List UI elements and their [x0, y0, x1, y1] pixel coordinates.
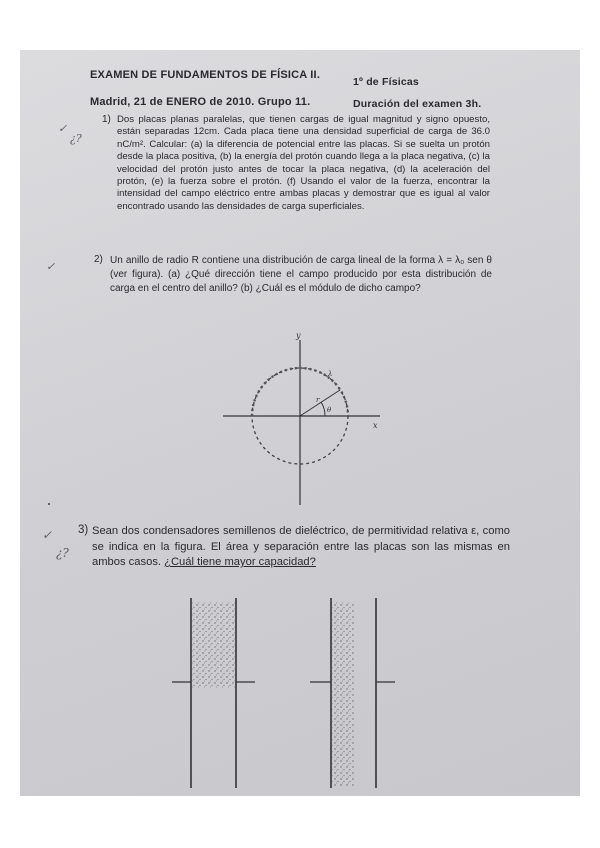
ring-figure — [215, 331, 415, 510]
question-1-text: Dos placas planas paralelas, que tienen cargas de igual magnitud y signo opuesto, están separadas 12cm. Cada placa tiene una densidad superficial de carga de 36.0 nC/m². Calcular: (a) la diferencia de potencial entre las placas. Si se suelta un protón desde la placa positiva, (b) la energía del protón cuando llega a la placa negativa, (c) la velocidad del protón justo antes de tocar la placa negativa, (d) la aceleración del protón, (e) la fuerza sobre el protón. (f) Usando el valor de la fuerza, encontrar la intensidad del campo eléctrico entre ambas placas y demostrar que es igual al valor encontrado usando las densidades de carga superficiales. — [117, 114, 490, 212]
question-3-main-text: Sean dos condensadores semillenos de dieléctrico, de permitividad relativa ε, como se indica en la figura. El área y separación entre las placas son las mismas en ambos casos. — [92, 525, 510, 568]
capacitor-left-dielectric — [192, 602, 235, 688]
capacitor-right — [310, 598, 395, 788]
question-2-number: 2) — [94, 254, 103, 265]
stray-dot — [48, 503, 50, 505]
question-1-number: 1) — [102, 114, 111, 125]
exam-title: EXAMEN DE FUNDAMENTOS DE FÍSICA II. — [90, 69, 321, 81]
q1-margin-note: ¿? — [70, 132, 82, 145]
figure-angle-label: θ — [327, 406, 332, 414]
q3-margin-note: ¿? — [56, 546, 69, 560]
figure-x-label: x — [373, 421, 378, 430]
q3-check-mark: ✓ — [42, 528, 53, 542]
capacitors-figure — [160, 598, 580, 796]
radius-line — [300, 390, 340, 416]
angle-arc — [321, 402, 325, 416]
exam-sheet-photo — [20, 50, 580, 796]
figure-lambda-label: λ — [328, 370, 333, 378]
question-2-text: Un anillo de radio R contiene una distribución de carga lineal de la forma λ = λ₀ sen θ (ver figura). (a) ¿Qué dirección tiene el campo producido por esta distribución de carga en el centro del anillo? (b) ¿Cuál es el módulo de dicho campo? — [110, 255, 492, 295]
q1-check-mark: ✓ — [58, 122, 68, 135]
figure-y-label: y — [296, 331, 301, 340]
figure-radius-label: r — [316, 396, 320, 404]
exam-duration: Duración del examen 3h. — [353, 98, 482, 110]
capacitor-left — [172, 598, 255, 788]
capacitor-right-dielectric — [332, 602, 354, 786]
question-3-text — [92, 524, 510, 571]
question-3-number: 3) — [78, 524, 89, 536]
exam-date-group: Madrid, 21 de ENERO de 2010. Grupo 11. — [90, 96, 311, 108]
question-3-question: ¿Cuál tiene mayor capacidad? — [164, 556, 316, 568]
exam-course: 1º de Físicas — [353, 76, 419, 88]
q2-check-mark: ✓ — [46, 260, 56, 273]
